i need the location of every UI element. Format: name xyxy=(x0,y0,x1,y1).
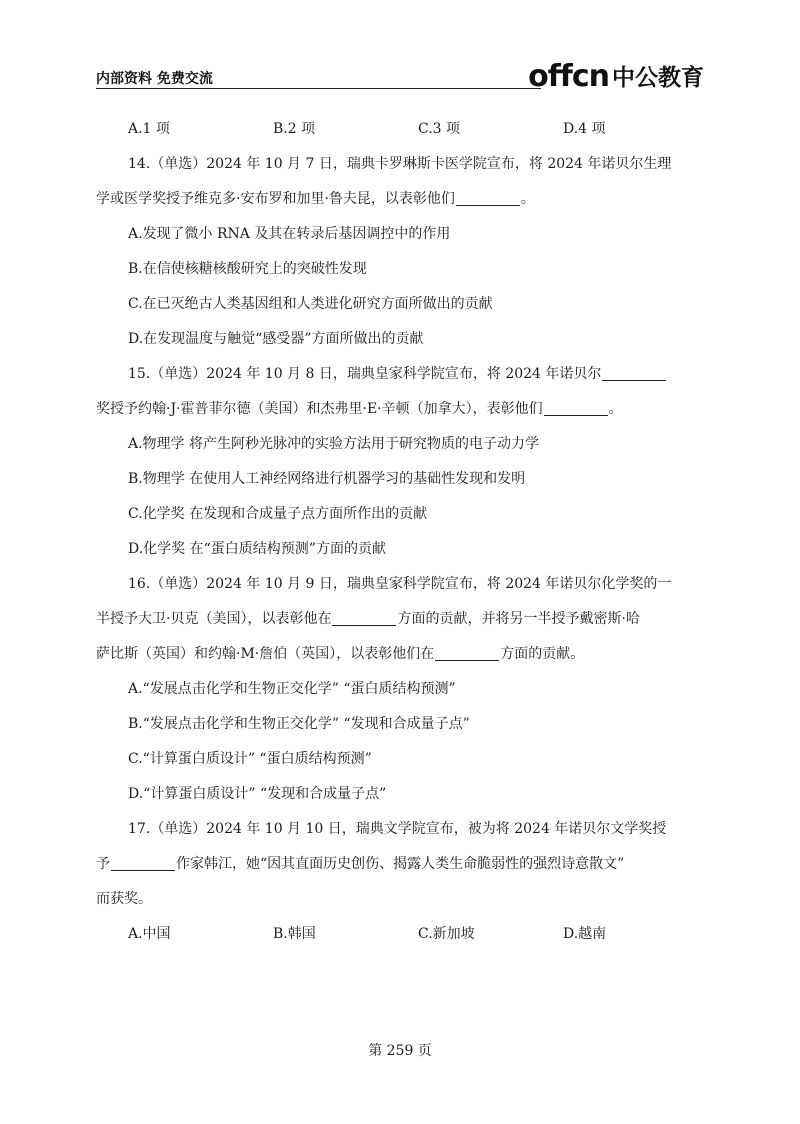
q16-option-a: A.“发展点击化学和生物正交化学” “蛋白质结构预测” xyxy=(128,681,456,697)
q17-stem-text: 予 xyxy=(96,856,110,872)
logo-latin-text: offcn xyxy=(528,59,609,94)
q14-option-d: D.在发现温度与触觉“感受器”方面所做出的贡献 xyxy=(128,331,424,347)
q16-stem-line2 xyxy=(96,602,708,637)
q15-stem-end: 。 xyxy=(608,401,623,417)
q13-option-b: B.2 项 xyxy=(273,121,316,137)
q15-stem-line1 xyxy=(96,357,708,392)
answer-blank xyxy=(111,856,175,871)
q16-stem-text-2: 方面的贡献，并将另一半授予戴密斯·哈 xyxy=(397,611,640,627)
q17-options xyxy=(96,917,708,952)
q17-stem-line2 xyxy=(96,847,708,882)
q14-option-b: B.在信使核糖核酸研究上的突破性发现 xyxy=(128,261,367,277)
page-number: 第 259 页 xyxy=(368,1043,432,1059)
q17-stem-line1: 17.（单选）2024 年 10 月 10 日，瑞典文学院宣布，被为将 2024 年诺贝尔文学奖授 xyxy=(128,821,667,837)
q14-stem-text: 学或医学奖授予维克多·安布罗和加里·鲁夫昆，以表彰他们 xyxy=(96,191,455,207)
q13-options xyxy=(96,112,708,147)
q15-stem-text-2: 奖授予约翰·J·霍普菲尔德（美国）和杰弗里·E·辛顿（加拿大），表彰他们 xyxy=(96,401,543,417)
q17-option-c: C.新加坡 xyxy=(418,926,475,942)
q17-stem-line3: 而获奖。 xyxy=(96,891,152,907)
q15-stem-line2 xyxy=(96,392,708,427)
q16-stem-line1: 16.（单选）2024 年 10 月 9 日，瑞典皇家科学院宣布，将 2024 年诺贝尔化学奖的一 xyxy=(128,576,672,592)
q16-stem-end: 方面的贡献。 xyxy=(500,646,585,662)
q17-option-a: A.中国 xyxy=(128,926,171,942)
answer-blank xyxy=(332,611,396,626)
q16-option-c: C.“计算蛋白质设计” “蛋白质结构预测” xyxy=(128,751,372,767)
q14-stem-end: 。 xyxy=(520,191,535,207)
offcn-logo xyxy=(528,60,704,92)
answer-blank xyxy=(456,191,520,206)
page-header xyxy=(96,60,704,94)
q16-stem-line3 xyxy=(96,637,708,672)
q14-stem-line2 xyxy=(96,182,708,217)
answer-blank xyxy=(435,646,499,661)
q14-option-a: A.发现了微小 RNA 及其在转录后基因调控中的作用 xyxy=(128,226,451,242)
q17-option-b: B.韩国 xyxy=(273,926,316,942)
q13-option-d: D.4 项 xyxy=(563,121,606,137)
q14-option-c: C.在已灭绝古人类基因组和人类进化研究方面所做出的贡献 xyxy=(128,296,493,312)
q16-option-d: D.“计算蛋白质设计” “发现和合成量子点” xyxy=(128,786,387,802)
answer-blank xyxy=(602,366,666,381)
q16-stem-text: 半授予大卫·贝克（美国），以表彰他在 xyxy=(96,611,332,627)
q15-stem-text: 15.（单选）2024 年 10 月 8 日，瑞典皇家科学院宣布，将 2024 年诺贝尔 xyxy=(128,366,602,382)
q17-option-d: D.越南 xyxy=(563,926,607,942)
header-rule xyxy=(96,88,541,89)
q14-stem-line1: 14.（单选）2024 年 10 月 7 日，瑞典卡罗琳斯卡医学院宣布，将 2024 年诺贝尔生理 xyxy=(128,156,672,172)
answer-blank xyxy=(544,401,608,416)
q15-option-c: C.化学奖 在发现和合成量子点方面所作出的贡献 xyxy=(128,506,428,522)
q15-option-b: B.物理学 在使用人工神经网络进行机器学习的基础性发现和发明 xyxy=(128,471,526,487)
header-label: 内部资料 免费交流 xyxy=(96,71,213,87)
q13-option-c: C.3 项 xyxy=(418,121,461,137)
q15-option-d: D.化学奖 在“蛋白质结构预测”方面的贡献 xyxy=(128,541,386,557)
q15-option-a: A.物理学 将产生阿秒光脉冲的实验方法用于研究物质的电子动力学 xyxy=(128,436,540,452)
q17-stem-text-2: 作家韩江，她“因其直面历史创伤、揭露人类生命脆弱性的强烈诗意散文” xyxy=(176,856,625,872)
q16-stem-text-3: 萨比斯（英国）和约翰·M·詹伯（英国），以表彰他们在 xyxy=(96,646,435,662)
logo-chinese-text: 中公教育 xyxy=(612,65,704,91)
q13-option-a: A.1 项 xyxy=(128,121,170,137)
q16-option-b: B.“发展点击化学和生物正交化学” “发现和合成量子点” xyxy=(128,716,470,732)
page-content xyxy=(96,112,708,952)
